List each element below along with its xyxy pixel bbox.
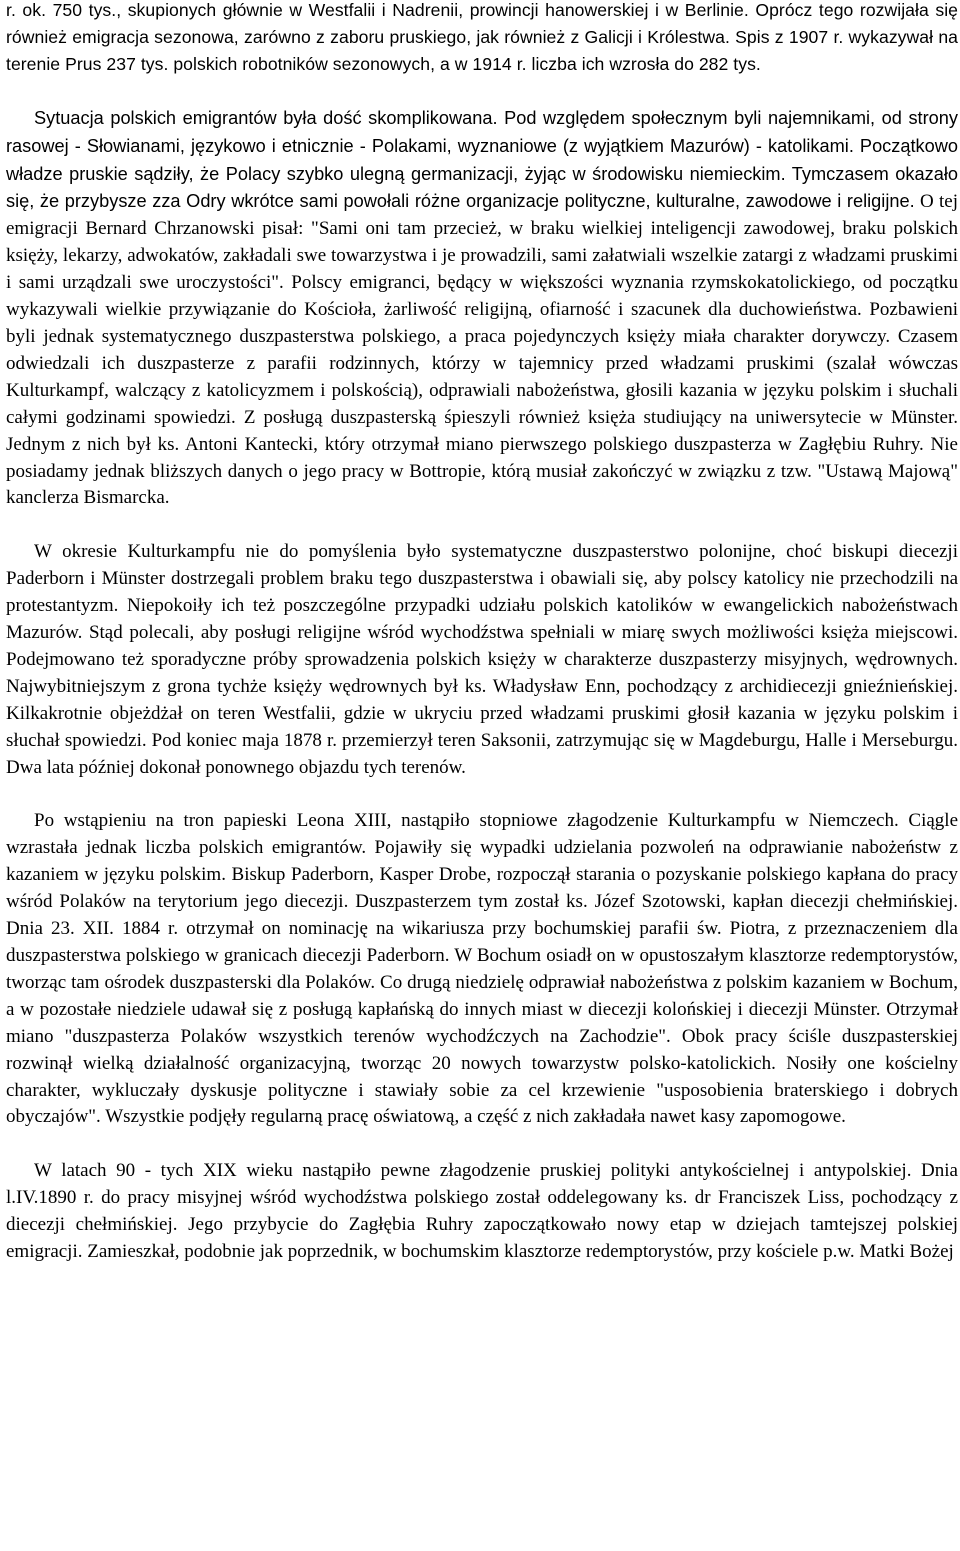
paragraph-emigrant-situation	[6, 105, 958, 513]
paragraph-4-text: Po wstąpieniu na tron papieski Leona XIII, nastąpiło stopniowe złagodzenie Kulturkampfu w Niemczech. Ciągle wzrastała jednak liczba polskich emigrantów. Pojawiły się wypadki udzielania pozwoleń na odprawianie nabożeństw z kazaniem w języku polskim. Biskup Paderborn, Kasper Drobe, rozpoczął starania o pozyskanie polskiego kapłana do pracy wśród Polaków na terytorium jego diecezji. Duszpasterzem tym został ks. Józef Szotowski, kapłan diecezji chełmińskiej. Dnia 23. XII. 1884 r. otrzymał on nominację na wikariusza przy bochumskiej parafii św. Piotra, z przeznaczeniem dla duszpasterstwa polskiego w granicach diecezji Paderborn. W Bochum osiadł on w opustoszałym klasztorze redemptorystów, tworząc tam ośrodek duszpasterski dla Polaków. Co drugą niedzielę odprawiał nabożeństwa z polskim kazaniem w Bochum, a w pozostałe niedziele udawał się z posługą kapłańską do innych miast w diecezji kolońskiej i diecezji Münster. Otrzymał miano "duszpasterza Polaków wszystkich terenów wychodźczych na Zachodzie". Obok pracy ściśle duszpasterskiej rozwinął wielką działalność organizacyjną, tworząc 20 nowych towarzystw polsko-katolickich. Nosiły one kościelny charakter, wykluczały dyskusje polityczne i stawiały sobie za cel krzewienie "usposobienia braterskiego i dobrych obyczajów". Wszystkie podjęły regularną pracę oświatową, a część z nich zakładała nawet kasy zapomogowe.	[6, 810, 958, 1128]
paragraph-emigration-statistics	[6, 0, 958, 78]
paragraph-kulturkampf-period	[6, 539, 958, 781]
paragraph-2-serif-run: O tej emigracji Bernard Chrzanowski pisał: "Sami oni tam przecież, w braku wielkiej inteligencji zawodowej, braku polskich księży, lekarzy, adwokatów, zakładali swe towarzystwa i je prowadzili, sami załatwiali wszelkie zatargi z władzami pruskimi i sami urządzali swe uroczystości". Polscy emigranci, będący w większości wyznania rzymskokatolickiego, od początku wykazywali wielkie przywiązanie do Kościoła, żarliwość religijną, ofiarność i szacunek dla duchowieństwa. Pozbawieni byli jednak systematycznego duszpasterstwa polskiego, a praca pojedynczych księży miała charakter dorywczy. Czasem odwiedzali ich duszpasterze z parafii rodzinnych, którzy w tajemnicy przed władzami pruskimi (szalał wówczas Kulturkampf, walczący z katolicyzmem i polskością), odprawiali nabożeństwa, głosili kazania w języku polskim i słuchali całymi godzinami spowiedzi. Z posługą duszpasterską śpieszyli również księża studiujący na uniwersytecie w Münster. Jednym z nich był ks. Antoni Kantecki, który otrzymał miano pierwszego polskiego duszpasterza w Zagłębiu Ruhry. Nie posiadamy jednak bliższych danych o jego pracy w Bottropie, którą musiał zakończyć w związku z tzw. "Ustawą Majową" kanclerza Bismarcka.	[6, 191, 958, 509]
paragraph-leo-xiii-era	[6, 808, 958, 1131]
paragraph-1890s	[6, 1158, 958, 1266]
paragraph-1-text: r. ok. 750 tys., skupionych głównie w Westfalii i Nadrenii, prowincji hanowerskiej i w Berlinie. Oprócz tego rozwijała się również emigracja sezonowa, zarówno z zaboru pruskiego, jak również z Galicji i Królestwa. Spis z 1907 r. wykazywał na terenie Prus 237 tys. polskich robotników sezonowych, a w 1914 r. liczba ich wzrosła do 282 tys.	[6, 0, 958, 74]
paragraph-2-sans-run: Sytuacja polskich emigrantów była dość skomplikowana. Pod względem społecznym byli najemnikami, od strony rasowej - Słowianami, językowo i etnicznie - Polakami, wyznaniowe (z wyjątkiem Mazurów) - katolikami. Początkowo władze pruskie sądziły, że Polacy szybko ulegną germanizacji, żyjąc w środowisku niemieckim. Tymczasem okazało się, że przybysze zza Odry wkrótce sami powołali różne organizacje polityczne, kulturalne, zawodowe i religijne.	[6, 107, 958, 212]
paragraph-3-text: W okresie Kulturkampfu nie do pomyślenia było systematyczne duszpasterstwo polonijne, choć biskupi diecezji Paderborn i Münster dostrzegali problem braku tego duszpasterstwa i obawiali się, aby polscy katolicy nie przechodzili na protestantyzm. Niepokoiły ich też poszczególne przypadki udziału polskich katolików w ewangelickich nabożeństwach Mazurów. Stąd polecali, aby posługi religijne wśród wychodźstwa spełniali w miarę swych możliwości księża miejscowi. Podejmowano też sporadyczne próby sprowadzenia polskich księży w charakterze duszpasterzy misyjnych, wędrownych. Najwybitniejszym z grona tychże księży wędrownych był ks. Władysław Enn, pochodzący z archidiecezji gnieźnieńskiej. Kilkakrotnie objeżdżał on teren Westfalii, gdzie w ukryciu przed władzami pruskimi głosił kazania w języku polskim i słuchał spowiedzi. Pod koniec maja 1878 r. przemierzył teren Saksonii, zatrzymując się w Magdeburgu, Halle i Merseburgu. Dwa lata później dokonał ponownego objazdu tych terenów.	[6, 541, 958, 778]
paragraph-5-text: W latach 90 - tych XIX wieku nastąpiło pewne złagodzenie pruskiej polityki antykościelnej i antypolskiej. Dnia l.IV.1890 r. do pracy misyjnej wśród wychodźstwa polskiego został oddelegowany ks. dr Franciszek Liss, pochodzący z diecezji chełmińskiej. Jego przybycie do Zagłębia Ruhry zapoczątkowało nowy etap w dziejach tamtejszej polskiej emigracji. Zamieszkał, podobnie jak poprzednik, w bochumskim klasztorze redemptorystów, przy kościele p.w. Matki Bożej	[6, 1160, 958, 1263]
document-page	[6, 0, 958, 1266]
